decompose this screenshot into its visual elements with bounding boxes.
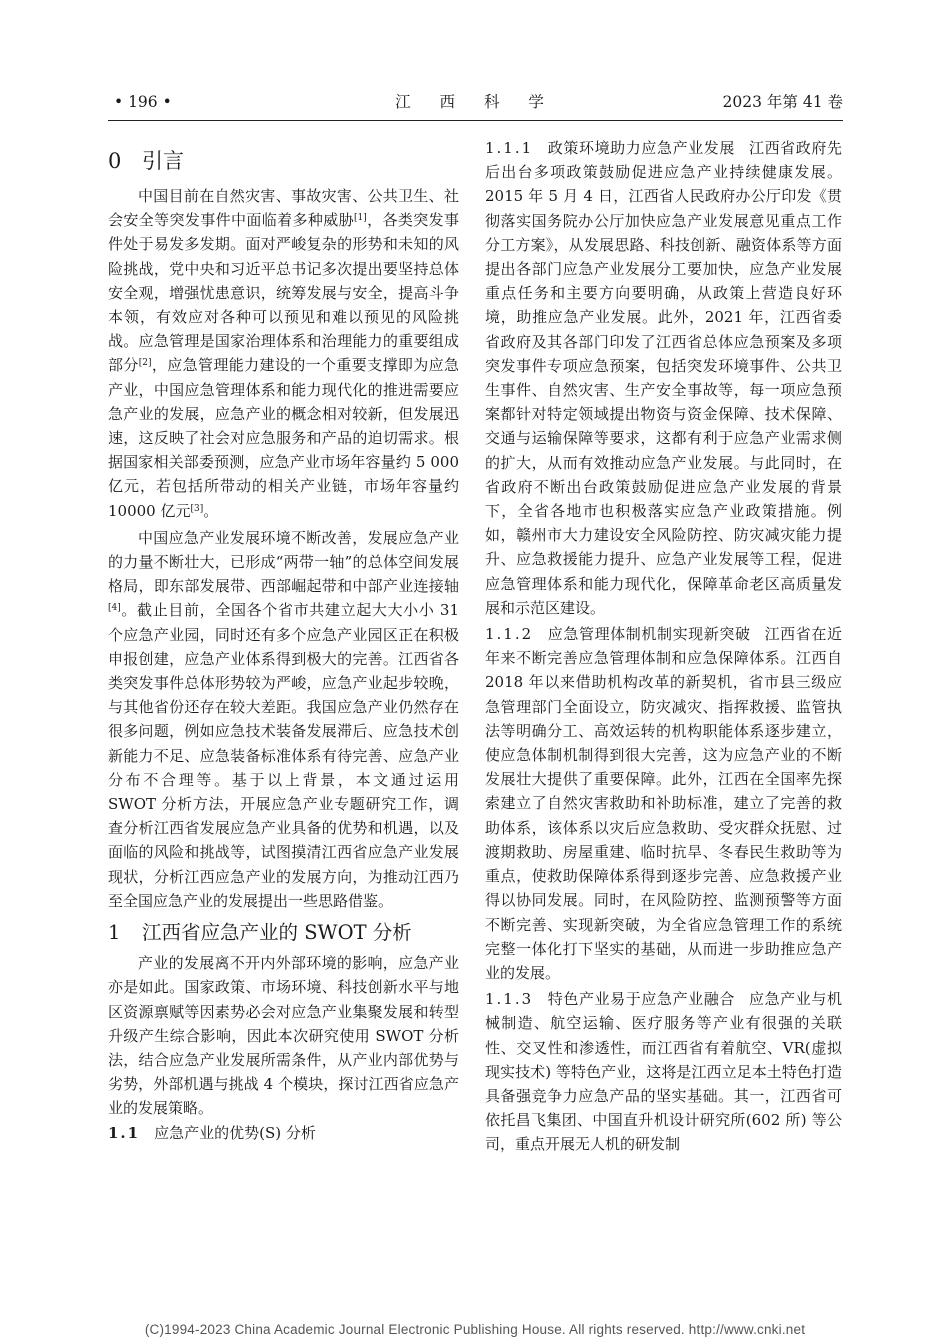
intro-paragraph-2: 中国应急产业发展环境不断改善，发展应急产业的力量不断壮大，已形成“两带一轴”的总体空间发展格局，即东部发展带、西部崛起带和中部产业连接轴[4]。截止目前，全国各个省市共建立起大大小小 31 个应急产业园，同时还有多个应急产业园区正在积极申报创建，应急产业体系得到极大的完善。江西省各类突发事件总体形势较为严峻，应急产业起步较晚，与其他省份还存在较大差距。我国应急产业仍然存在很多问题，例如应急技术装备发展滞后、应急技术创新能力不足、应急装备标准体系有待完善、应急产业分布不合理等。基于以上背景，本文通过运用 SWOT 分析方法，开展应急产业专题研究工作，调查分析江西省发展应急产业具备的优势和机遇，以及面临的风险和挑战等，试图摸清江西省应急产业发展现状，分析江西应急产业的发展方向，为推动江西乃至全国应急产业的发展提出一些思路借鉴。 (108, 528, 459, 910)
issue-info: 2023 年第 41 卷 (722, 93, 843, 111)
section-0-heading: 0 引言 (108, 149, 184, 173)
page-number: • 196 • (114, 93, 172, 111)
citation-4[interactable]: [4] (108, 603, 121, 614)
copyright-footer: (C)1994-2023 China Academic Journal Electronic Publishing House. All rights reserved. http://www.cnki.net (144, 1322, 806, 1337)
page-header (108, 84, 843, 121)
intro-paragraph-1: 中国目前在自然灾害、事故灾害、公共卫生、社会安全等突发事件中面临着多种威胁[1]，各类突发事件处于易发多发期。面对严峻复杂的形势和未知的风险挑战，党中央和习近平总书记多次提出要坚持总体安全观，增强忧患意识，统筹发展与安全，提高斗争本领，有效应对各种可以预见和难以预见的风险挑战。应急管理是国家治理体系和治理能力的重要组成部分[2]，应急管理能力建设的一个重要支撑即为应急产业，中国应急管理体系和能力现代化的推进需要应急产业的发展，应急产业的概念相对较新，但发展迅速，这反映了社会对应急服务和产品的迫切需求。根据国家相关部委预测，应急产业市场年容量约 5 000 亿元，若包括所带动的相关产业链，市场年容量约10000 亿元[3]。 (108, 187, 459, 520)
citation-2[interactable]: [2] (138, 358, 152, 369)
swot-intro-paragraph: 产业的发展离不开内外部环境的影响，应急产业亦是如此。国家政策、市场环境、科技创新水平与地区资源禀赋等因素势必会对应急产业集聚发展和转型升级产生综合影响，因此本次研究使用 SWOT 分析法，结合应急产业发展所需条件，从产业内部优势与劣势，外部机遇与挑战 4 个模块，探讨江西省应急产业的发展策略。 (108, 954, 459, 1118)
subsection-1-1-3: 1.1.3 特色产业易于应急产业融合 应急产业与机械制造、航空运输、医疗服务等产业有很强的关联性、交叉性和渗透性，而江西省有着航空、VR(虚拟现实技术) 等特色产业，这将是江西立足本土特色打造具备强竞争力应急产品的坚实基础。其一，江西省可依托昌飞集团、中国直升机设计研究所(602 所) 等公司，重点开展无人机的研发制 (485, 990, 842, 1154)
subsection-1-1-heading: 1.1 应急产业的优势(S) 分析 (108, 1123, 316, 1142)
citation-1[interactable]: [1] (353, 213, 367, 224)
right-column (485, 136, 842, 1159)
subsection-1-1-1: 1.1.1 政策环境助力应急产业发展 江西省政府先后出台多项政策鼓励促进应急产业持续健康发展。2015 年 5 月 4 日，江西省人民政府办公厅印发《贯彻落实国务院办公厅加快应急产业发展意见重点工作分工方案》，从发展思路、科技创新、融资体系等方面提出各部门应急产业发展分工要加快，应急产业发展重点任务和主要方向要明确，从政策上营造良好环境，助推应急产业发展。此外，2021 年，江西省委省政府及其各部门印发了江西省总体应急预案及多项突发事件专项应急预案，包括突发环境事件、公共卫生事件、自然灾害、生产安全事故等，每一项应急预案都针对特定领域提出物资与资金保障、技术保障、交通与运输保障等要求，这都有利于应急产业需求侧的扩大，从而有效推动应急产业发展。与此同时，在省政府不断出台政策鼓励促进应急产业发展的背景下，全省各地市也积极落实应急产业政策措施。例如，赣州市大力建设安全风险防控、防灾减灾能力提升、应急救援能力提升、应急产业发展等工程，促进应急管理体系和能力现代化，保障革命老区高质量发展和示范区建设。 (485, 139, 842, 617)
subsection-1-1-2: 1.1.2 应急管理体制机制实现新突破 江西省在近年来不断完善应急管理体制和应急保障体系。江西自 2018 年以来借助机构改革的新契机，省市县三级应急管理部门全面设立，防灾减灾、指挥救援、监管执法等明确分工、高效运转的机构职能体系逐步建立，使应急体制机制得到很大完善，这为应急产业的不断发展壮大提供了重要保障。此外，江西在全国率先探索建立了自然灾害救助和补助标准，建立了完善的救助体系，该体系以灾后应急救助、受灾群众抚慰、过渡期救助、房屋重建、临时抗旱、冬春民生救助等为重点，使救助保障体系得到逐步完善、应急救援产业得以协同发展。同时，在风险防控、监测预警等方面不断完善、实现新突破，为全省应急管理工作的系统完整一体化打下坚实的基础，从而进一步助推应急产业的发展。 (485, 625, 842, 982)
journal-name: 江 西 科 学 (395, 93, 556, 111)
left-column (108, 136, 459, 1145)
citation-3[interactable]: [3] (190, 503, 204, 514)
section-1-heading: 1 江西省应急产业的 SWOT 分析 (108, 921, 412, 945)
